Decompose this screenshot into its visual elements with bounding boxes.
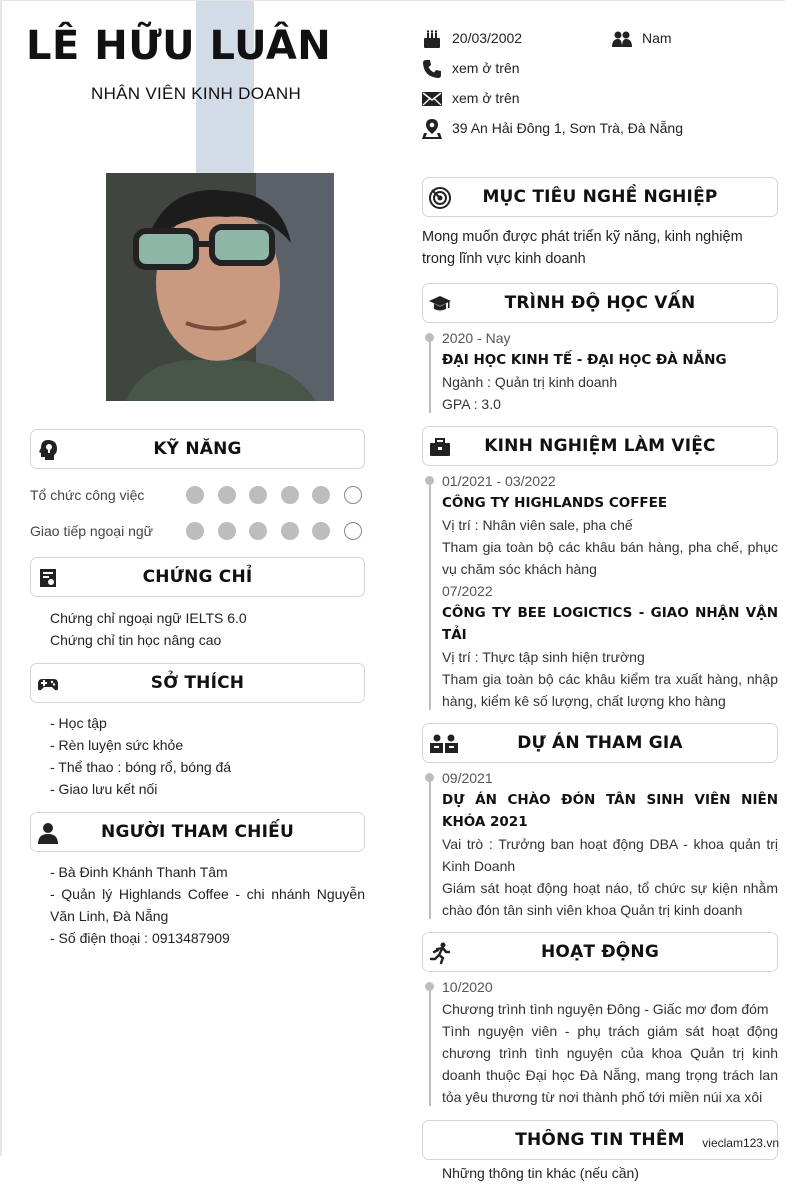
- skill-rating: [186, 486, 362, 504]
- objective-title: MỤC TIÊU NGHỀ NGHIỆP: [482, 187, 718, 207]
- certificate-icon: [37, 567, 59, 589]
- project-date: 09/2021: [442, 770, 493, 786]
- projects-header: [422, 723, 778, 763]
- projects-title: DỰ ÁN THAM GIA: [517, 733, 683, 753]
- target-icon: [429, 187, 451, 209]
- right-column: [422, 177, 778, 1184]
- experience-line: Vị trí : Thực tập sinh hiện trường: [442, 649, 645, 665]
- birthday-text: 20/03/2002: [452, 30, 523, 46]
- experience-title: KINH NGHIỆM LÀM VIỆC: [484, 436, 716, 456]
- references-list: [30, 852, 365, 949]
- project-line: Giám sát hoạt động hoạt náo, tổ chức sự kiện nhằm chào đón tân sinh viên khoa Quản trị kinh doanh: [442, 880, 778, 918]
- reference-item: - Quản lý Highlands Coffee - chi nhánh Nguyễn Văn Linh, Đà Nẵng: [50, 886, 365, 924]
- experience-line: Vị trí : Nhân viên sale, pha chế: [442, 517, 633, 533]
- timeline-dot: [425, 982, 434, 991]
- references-title: NGƯỜI THAM CHIẾU: [101, 822, 294, 842]
- map-pin-icon: [422, 119, 442, 139]
- rating-dot-filled: [218, 486, 236, 504]
- left-column: [30, 429, 365, 949]
- education-line: GPA : 3.0: [442, 396, 501, 412]
- experience-date: 01/2021 - 03/2022: [442, 473, 556, 489]
- references-header: [30, 812, 365, 852]
- contact-birthday: [422, 25, 778, 55]
- rating-dot-filled: [249, 522, 267, 540]
- education-school: ĐẠI HỌC KINH TẾ - ĐẠI HỌC ĐÀ NẴNG: [442, 352, 727, 368]
- reference-item: - Số điện thoại : 0913487909: [50, 930, 230, 946]
- activities-timeline: [422, 976, 778, 1108]
- project-line: Vai trò : Trưởng ban hoạt động DBA - khoa quản trị Kinh Doanh: [442, 836, 778, 874]
- graduation-cap-icon: [429, 293, 451, 315]
- running-person-icon: [429, 942, 451, 964]
- rating-dot-empty: [344, 522, 362, 540]
- activity-line: Chương trình tình nguyện Đông - Giấc mơ đom đóm: [442, 1001, 769, 1017]
- experience-timeline: [422, 470, 778, 712]
- activities-header: [422, 932, 778, 972]
- rating-dot-filled: [218, 522, 236, 540]
- rating-dot-filled: [312, 522, 330, 540]
- phone-text: xem ở trên: [452, 60, 520, 76]
- certificate-item: Chứng chỉ ngoại ngữ IELTS 6.0: [50, 610, 247, 626]
- email-text: xem ở trên: [452, 90, 520, 106]
- certificates-list: [30, 597, 365, 651]
- experience-line: Tham gia toàn bộ các khâu bán hàng, pha chế, phục vụ chăm sóc khách hàng: [442, 539, 778, 577]
- objective-text: Mong muốn được phát triển kỹ năng, kinh nghiệm trong lĩnh vực kinh doanh: [422, 229, 743, 267]
- experience-line: Tham gia toàn bộ các khâu kiểm tra xuất hàng, nhập hàng, kiểm kê số lượng, chất lượng kho hàng: [442, 671, 778, 709]
- skill-row: [30, 477, 365, 513]
- timeline-dot: [425, 476, 434, 485]
- education-timeline: [422, 327, 778, 415]
- birthday-cake-icon: [422, 29, 442, 49]
- rating-dot-filled: [281, 522, 299, 540]
- activities-title: HOẠT ĐỘNG: [540, 942, 660, 962]
- hobby-item: - Giao lưu kết nối: [50, 781, 158, 797]
- hobbies-title: SỞ THÍCH: [150, 673, 245, 693]
- hobby-item: - Rèn luyện sức khỏe: [50, 737, 184, 753]
- skills-title: KỸ NĂNG: [153, 439, 242, 459]
- lightbulb-head-icon: [37, 439, 59, 461]
- timeline-dot: [425, 333, 434, 342]
- contact-block: [422, 25, 778, 145]
- gamepad-icon: [37, 673, 59, 695]
- hobby-item: - Học tập: [50, 715, 107, 731]
- objective-header: [422, 177, 778, 217]
- activity-line: Tình nguyện viên - phụ trách giám sát hoạt động chương trình tình nguyện của khoa Quản trị kinh doanh thuộc Đại học Đà Nẵng, mang trọng trách lan tỏa yêu thương từ nơi thành phố tới miền núi xa xôi: [442, 1023, 778, 1105]
- hobbies-header: [30, 663, 365, 703]
- hobbies-list: [30, 703, 365, 800]
- experience-header: [422, 426, 778, 466]
- address-text: 39 An Hải Đông 1, Sơn Trà, Đà Nẵng: [452, 120, 683, 136]
- person-icon: [37, 822, 59, 844]
- timeline-dot: [425, 773, 434, 782]
- extra-text: Những thông tin khác (nếu cần): [442, 1165, 639, 1181]
- people-icon: [612, 29, 632, 49]
- skill-rating: [186, 522, 362, 540]
- project-name: DỰ ÁN CHÀO ĐÓN TÂN SINH VIÊN NIÊN KHÓA 2021: [442, 792, 778, 830]
- certificate-item: Chứng chỉ tin học nâng cao: [50, 632, 222, 648]
- phone-icon: [422, 59, 442, 79]
- rating-dot-filled: [312, 486, 330, 504]
- education-title: TRÌNH ĐỘ HỌC VẤN: [504, 293, 696, 313]
- team-icon: [429, 733, 459, 755]
- projects-timeline: [422, 767, 778, 921]
- activity-date: 10/2020: [442, 979, 493, 995]
- skill-label: Giao tiếp ngoại ngữ: [30, 523, 154, 539]
- education-header: [422, 283, 778, 323]
- reference-item: - Bà Đinh Khánh Thanh Tâm: [50, 864, 228, 880]
- gender-text: Nam: [642, 30, 672, 46]
- extra-title: THÔNG TIN THÊM: [515, 1130, 685, 1150]
- experience-company: CÔNG TY HIGHLANDS COFFEE: [442, 495, 668, 511]
- certificates-title: CHỨNG CHỈ: [142, 567, 253, 587]
- contact-address: [422, 115, 778, 145]
- candidate-role: NHÂN VIÊN KINH DOANH: [91, 84, 302, 103]
- rating-dot-filled: [186, 522, 204, 540]
- avatar: [106, 173, 334, 401]
- contact-email: [422, 85, 778, 115]
- skill-label: Tổ chức công việc: [30, 487, 145, 503]
- experience-company: CÔNG TY BEE LOGICTICS - GIAO NHẬN VẬN TẢI: [442, 605, 778, 643]
- contact-phone: [422, 55, 778, 85]
- certificates-header: [30, 557, 365, 597]
- education-line: Ngành : Quản trị kinh doanh: [442, 374, 618, 390]
- briefcase-icon: [429, 436, 451, 458]
- rating-dot-filled: [186, 486, 204, 504]
- rating-dot-filled: [281, 486, 299, 504]
- skill-row: [30, 513, 365, 549]
- experience-date: 07/2022: [442, 583, 493, 599]
- candidate-name: LÊ HỮU LUÂN: [26, 23, 332, 69]
- skills-header: [30, 429, 365, 469]
- envelope-icon: [422, 89, 442, 109]
- hobby-item: - Thể thao : bóng rổ, bóng đá: [50, 759, 232, 775]
- watermark: vieclam123.vn: [702, 1136, 779, 1150]
- education-date: 2020 - Nay: [442, 330, 511, 346]
- rating-dot-filled: [249, 486, 267, 504]
- rating-dot-empty: [344, 486, 362, 504]
